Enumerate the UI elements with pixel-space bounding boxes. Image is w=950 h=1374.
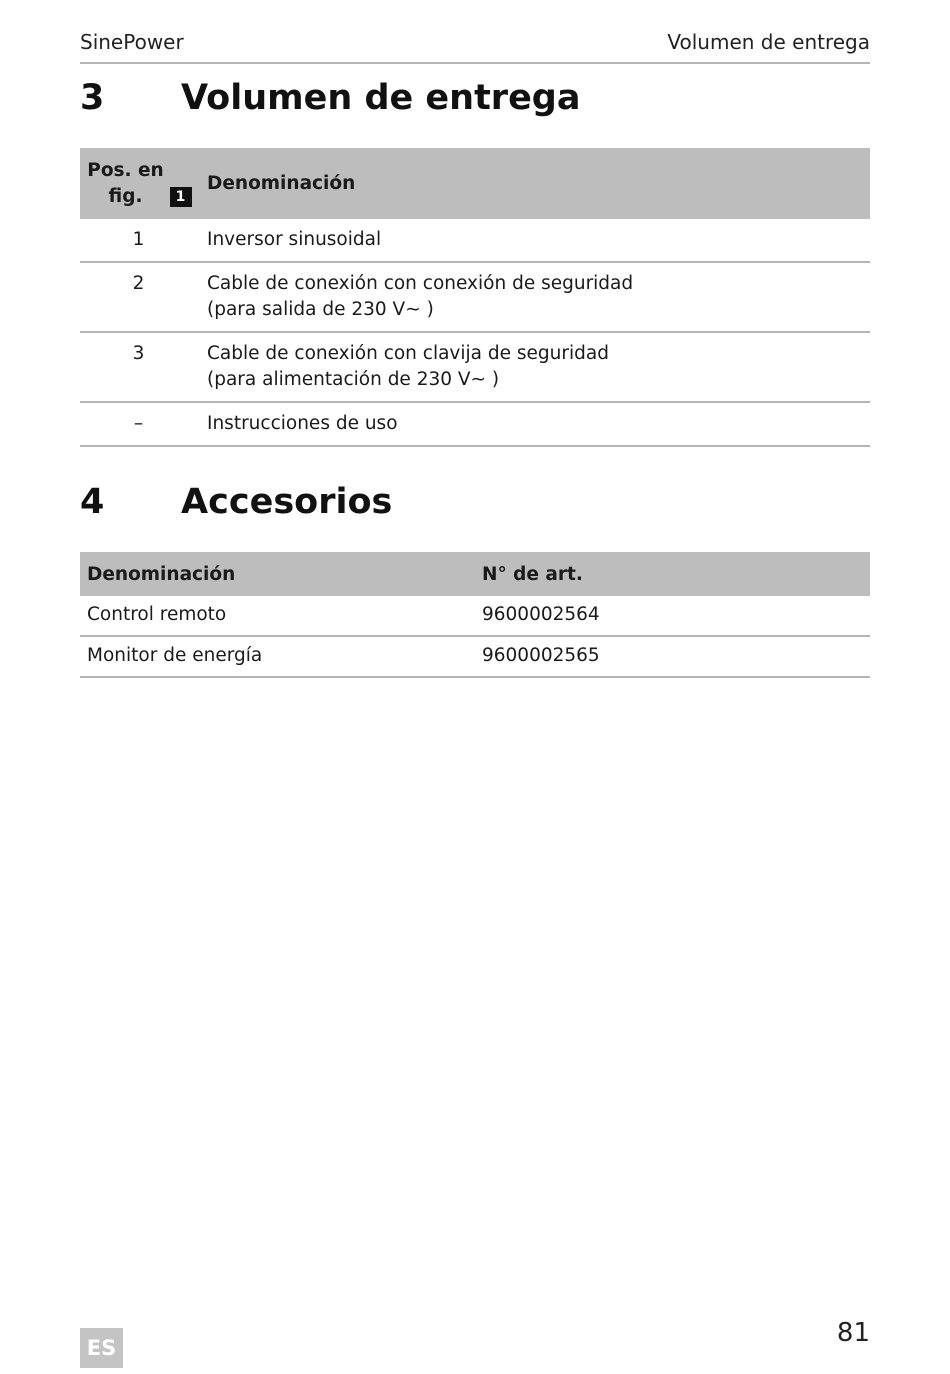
page-header xyxy=(80,30,870,64)
accessories-table xyxy=(80,552,870,678)
language-badge: ES xyxy=(80,1328,123,1368)
table-row xyxy=(80,402,870,446)
header-product-name: SinePower xyxy=(80,30,184,54)
row-pos: 2 xyxy=(132,273,145,294)
row-art-number: 9600002564 xyxy=(482,604,600,625)
section-3-number: 3 xyxy=(80,78,105,118)
table-header-row xyxy=(80,552,870,596)
table-row xyxy=(80,636,870,677)
row-pos: – xyxy=(133,413,144,434)
table-row xyxy=(80,219,870,262)
row-name: Monitor de energía xyxy=(87,645,263,666)
header-section-name: Volumen de entrega xyxy=(667,30,870,54)
row-pos: 1 xyxy=(132,229,145,250)
row-pos: 3 xyxy=(132,343,145,364)
row-name: Control remoto xyxy=(87,604,227,625)
col-name-header: Denominación xyxy=(87,563,236,585)
row-name: Cable de conexión con clavija de seguridad (para alimentación de 230 V∼ ) xyxy=(207,343,609,390)
delivery-scope-table xyxy=(80,148,870,447)
table-row xyxy=(80,332,870,402)
row-name: Inversor sinusoidal xyxy=(207,229,382,250)
page-number: 81 xyxy=(836,1318,870,1348)
table-row xyxy=(80,262,870,332)
section-4-number: 4 xyxy=(80,482,105,522)
section-4-heading xyxy=(80,482,392,522)
row-name: Cable de conexión con conexión de seguridad (para salida de 230 V∼ ) xyxy=(207,273,634,320)
section-3-title: Volumen de entrega xyxy=(181,78,581,118)
section-4-title: Accesorios xyxy=(181,482,393,522)
table-row xyxy=(80,596,870,636)
col-name-header: Denominación xyxy=(207,173,356,194)
row-name: Instrucciones de uso xyxy=(207,413,398,434)
figure-number-badge: 1 xyxy=(170,187,192,207)
col-pos-header xyxy=(80,148,197,219)
col-pos-label: Pos. en fig. xyxy=(87,159,164,207)
col-art-header: N° de art. xyxy=(482,563,583,585)
table-header-row xyxy=(80,148,870,219)
row-art-number: 9600002565 xyxy=(482,645,600,666)
section-3-heading xyxy=(80,78,580,118)
